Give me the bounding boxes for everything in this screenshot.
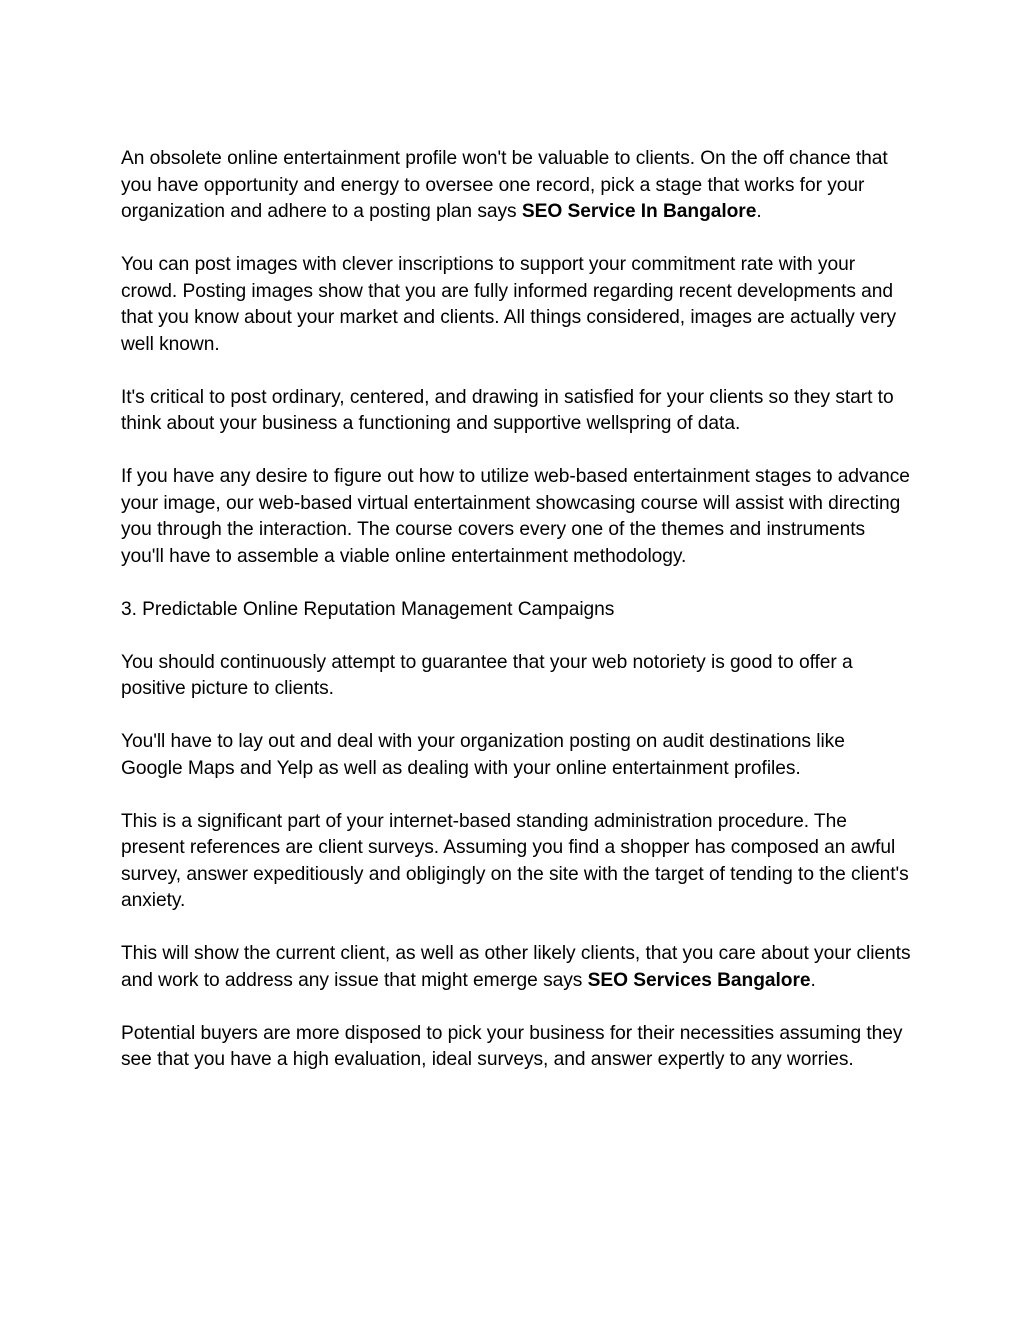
paragraph-potential-buyers: Potential buyers are more disposed to pick your business for their necessities assuming they see that you have a high evaluation, ideal surveys, and answer expertly to any worries. [121, 1022, 903, 1070]
keyword-seo-service-in-bangalore: SEO Service In Bangalore [521, 201, 757, 222]
paragraph-text: An obsolete online entertainment profile won't be valuable to clients. On the off chance that you have opportunity and energy to oversee one record, pick a stage that works for your organization and adhere to a posting plan says [121, 148, 888, 222]
paragraph-text: This will show the current client, as well as other likely clients, that you care about your clients and work to address any issue that might emerge says [121, 943, 911, 991]
paragraph-client-surveys: This is a significant part of your internet-based standing administration procedure. The present references are client surveys. Assuming you find a shopper has composed an awful survey, answer expeditiously and obligingly on the site with the target of tending to the client's anxiety. [121, 810, 909, 911]
paragraph-course: If you have any desire to figure out how to utilize web-based entertainment stages to advance your image, our web-based virtual entertainment showcasing course will assist with directing you through the interaction. The course covers every one of the themes and instruments you'll have to assemble a viable online entertainment methodology. [121, 466, 910, 567]
paragraph-audit-destinations: You'll have to lay out and deal with your organization posting on audit destinations like Google Maps and Yelp as well as dealing with your online entertainment profiles. [121, 731, 845, 779]
paragraph-text-end: . [810, 969, 816, 991]
paragraph-social-profile [121, 146, 911, 226]
paragraph-web-notoriety: You should continuously attempt to guarantee that your web notoriety is good to offer a positive picture to clients. [121, 651, 853, 699]
paragraph-post-content: It's critical to post ordinary, centered, and drawing in satisfied for your clients so they start to think about your business a functioning and supportive wellspring of data. [121, 386, 894, 434]
paragraph-text-end: . [756, 201, 762, 222]
document-page [121, 146, 911, 1074]
section-heading-reputation-management: 3. Predictable Online Reputation Management Campaigns [121, 598, 615, 620]
keyword-seo-services-bangalore: SEO Services Bangalore [587, 969, 811, 991]
paragraph-post-images: You can post images with clever inscriptions to support your commitment rate with your crowd. Posting images show that you are fully informed regarding recent developments and that you know about your market and clients. All things considered, images are actually very well known. [121, 254, 897, 355]
paragraph-care-about-clients [121, 941, 911, 994]
